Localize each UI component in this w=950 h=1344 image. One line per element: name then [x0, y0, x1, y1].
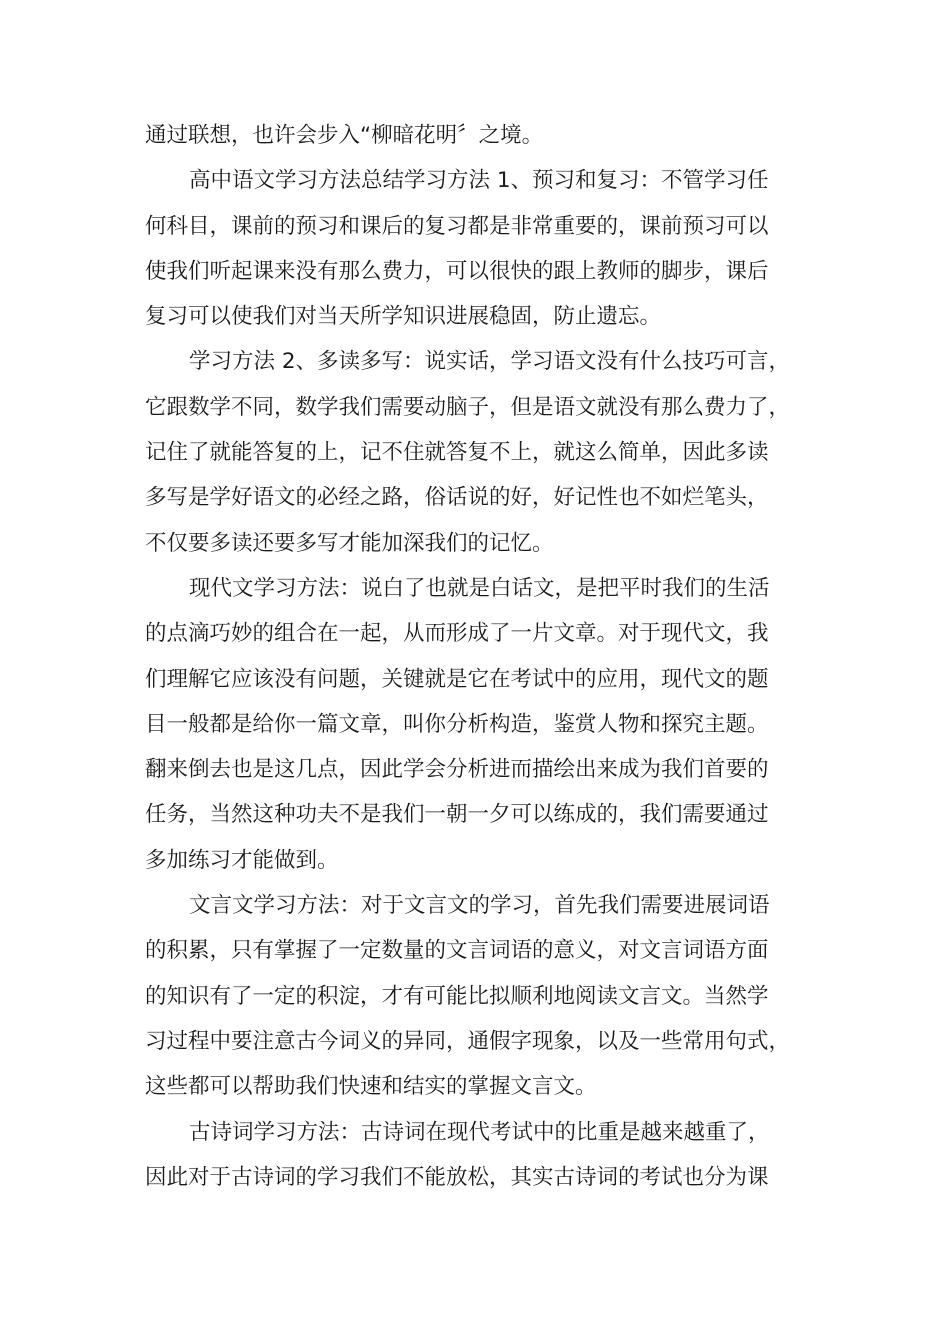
- text-line: 翻来倒去也是这几点，因此学会分析进而描绘出来成为我们首要的: [145, 757, 769, 783]
- text-line: 使我们听起课来没有那么费力，可以很快的跟上教师的脚步，课后: [145, 258, 769, 284]
- paragraph-first-line: 学习方法 2、多读多写：说实话，学习语文没有什么技巧可言，: [189, 349, 791, 375]
- text-line: 它跟数学不同，数学我们需要动脑子，但是语文就没有那么费力了，: [145, 394, 791, 420]
- paragraph-first-line: 高中语文学习方法总结学习方法 1、预习和复习：不管学习任: [189, 168, 769, 194]
- text-line: 这些都可以帮助我们快速和结实的掌握文言文。: [145, 1074, 597, 1100]
- text-line: 复习可以使我们对当天所学知识进展稳固，防止遗忘。: [145, 304, 662, 330]
- text-line: 多写是学好语文的必经之路，俗话说的好，好记性也不如烂笔头，: [145, 485, 769, 511]
- paragraph-first-line: 现代文学习方法：说白了也就是白话文，是把平时我们的生活: [189, 575, 770, 601]
- text-line: 多加练习才能做到。: [145, 847, 339, 873]
- text-line: 习过程中要注意古今词义的异同，通假字现象，以及一些常用句式，: [145, 1028, 791, 1054]
- paragraph-first-line: 古诗词学习方法：古诗词在现代考试中的比重是越来越重了，: [189, 1119, 770, 1145]
- text-line: 的知识有了一定的积淀，才有可能比拟顺利地阅读文言文。当然学: [145, 983, 769, 1009]
- text-line: 的点滴巧妙的组合在一起，从而形成了一片文章。对于现代文，我: [145, 621, 769, 647]
- paragraph-first-line: 文言文学习方法：对于文言文的学习，首先我们需要进展词语: [189, 893, 770, 919]
- body-text: [145, 113, 825, 1200]
- text-line: 通过联想，也许会步入“柳暗花明〞之境。: [145, 123, 544, 148]
- text-line: 的积累，只有掌握了一定数量的文言词语的意义，对文言词语方面: [145, 938, 769, 964]
- text-line: 何科目，课前的预习和课后的复习都是非常重要的，课前预习可以: [145, 213, 769, 239]
- text-line: 记住了就能答复的上，记不住就答复不上，就这么简单，因此多读: [145, 440, 769, 466]
- text-line: 不仅要多读还要多写才能加深我们的记忆。: [145, 530, 554, 556]
- text-line: 因此对于古诗词的学习我们不能放松，其实古诗词的考试也分为课: [145, 1164, 769, 1190]
- text-line: 目一般都是给你一篇文章，叫你分析构造，鉴赏人物和探究主题。: [145, 711, 769, 737]
- text-line: 们理解它应该没有问题，关键就是它在考试中的应用，现代文的题: [145, 666, 769, 692]
- text-line: 任务，当然这种功夫不是我们一朝一夕可以练成的，我们需要通过: [145, 802, 769, 828]
